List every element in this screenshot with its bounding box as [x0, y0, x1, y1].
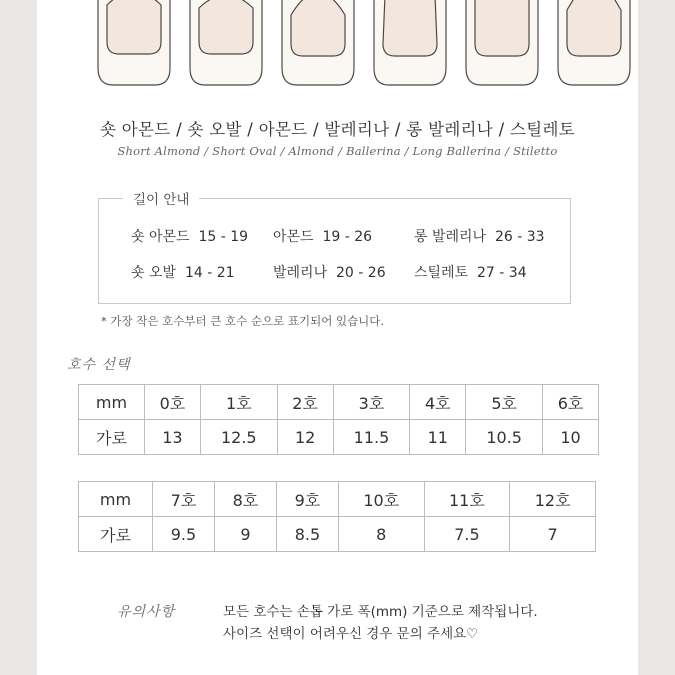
length-item: 숏 오발 14 - 21: [131, 265, 235, 281]
table-cell-size: 12호: [510, 482, 596, 517]
table-header-label: mm: [79, 385, 145, 420]
table-cell-width: 7.5: [424, 517, 510, 552]
length-item: 롱 발레리나 26 - 33: [414, 229, 545, 245]
length-item: 숏 아몬드 15 - 19: [131, 229, 249, 245]
size-table-2: [78, 481, 596, 552]
table-cell-size: 3호: [333, 385, 410, 420]
table-cell-width: 8: [338, 517, 424, 552]
nail-long-ballerina-icon: [466, 0, 538, 85]
shape-label: 숏 아몬드: [100, 120, 171, 139]
size-table-1: [78, 384, 599, 455]
table-cell-width: 9: [214, 517, 276, 552]
length-item: 스틸레토 27 - 34: [414, 265, 527, 281]
table-row: [79, 517, 596, 552]
nail-stiletto-icon: [558, 0, 630, 85]
table-cell-size: 11호: [424, 482, 510, 517]
table-cell-width: 8.5: [276, 517, 338, 552]
table-row: [79, 420, 599, 455]
table-cell-size: 10호: [338, 482, 424, 517]
table-cell-width: 11: [410, 420, 466, 455]
product-detail-card: [37, 0, 638, 675]
length-guide-box: [98, 192, 571, 304]
notice-title: 유의사항: [117, 604, 176, 620]
table-cell-width: 9.5: [153, 517, 215, 552]
table-cell-size: 2호: [277, 385, 333, 420]
table-cell-size: 1호: [200, 385, 277, 420]
notice-line: 모든 호수는 손톱 가로 폭(mm) 기준으로 제작됩니다.: [223, 604, 538, 620]
table-cell-size: 7호: [153, 482, 215, 517]
table-cell-width: 10: [543, 420, 599, 455]
length-item: 발레리나 20 - 26: [273, 265, 386, 281]
table-row-label: 가로: [79, 517, 153, 552]
table-cell-width: 11.5: [333, 420, 410, 455]
shape-names-english: Short Almond / Short Oval / Almond / Ballerina / Long Ballerina / Stiletto: [117, 144, 558, 158]
nail-short-almond-icon: [98, 0, 170, 85]
table-cell-width: 12: [277, 420, 333, 455]
table-header-label: mm: [79, 482, 153, 517]
nail-short-oval-icon: [190, 0, 262, 85]
table-cell-width: 7: [510, 517, 596, 552]
length-guide-title: 길이 안내: [123, 188, 199, 208]
nail-shape-illustrations: [37, 0, 638, 100]
table-cell-size: 5호: [466, 385, 543, 420]
shape-label-en: Long Ballerina: [412, 144, 502, 158]
shape-label: 숏 오발: [187, 120, 242, 139]
nail-almond-icon: [282, 0, 354, 85]
shape-label: 롱 발레리나: [406, 120, 494, 139]
table-cell-width: 12.5: [200, 420, 277, 455]
shape-label: 스틸레토: [510, 120, 575, 139]
notice-line: 사이즈 선택이 어려우신 경우 문의 주세요♡: [223, 626, 479, 642]
length-item: 아몬드 19 - 26: [273, 229, 373, 245]
table-cell-size: 9호: [276, 482, 338, 517]
table-row: [79, 482, 596, 517]
shape-label-en: Short Almond: [117, 144, 201, 158]
table-cell-size: 8호: [214, 482, 276, 517]
shape-label-en: Short Oval: [212, 144, 277, 158]
shape-label-en: Almond: [288, 144, 335, 158]
size-select-title: 호수 선택: [67, 357, 131, 373]
table-cell-width: 13: [145, 420, 201, 455]
table-cell-size: 0호: [145, 385, 201, 420]
shape-label-en: Ballerina: [346, 144, 401, 158]
table-row-label: 가로: [79, 420, 145, 455]
shape-names-korean: 숏 아몬드 / 숏 오발 / 아몬드 / 발레리나 / 롱 발레리나 / 스틸레토: [100, 120, 575, 139]
table-cell-width: 10.5: [466, 420, 543, 455]
shape-label: 발레리나: [324, 120, 390, 139]
order-note: * 가장 작은 호수부터 큰 호수 순으로 표기되어 있습니다.: [101, 314, 385, 328]
shape-label-en: Stiletto: [513, 144, 558, 158]
shape-label: 아몬드: [258, 120, 308, 139]
table-row: [79, 385, 599, 420]
table-cell-size: 6호: [543, 385, 599, 420]
nail-ballerina-icon: [374, 0, 446, 85]
table-cell-size: 4호: [410, 385, 466, 420]
